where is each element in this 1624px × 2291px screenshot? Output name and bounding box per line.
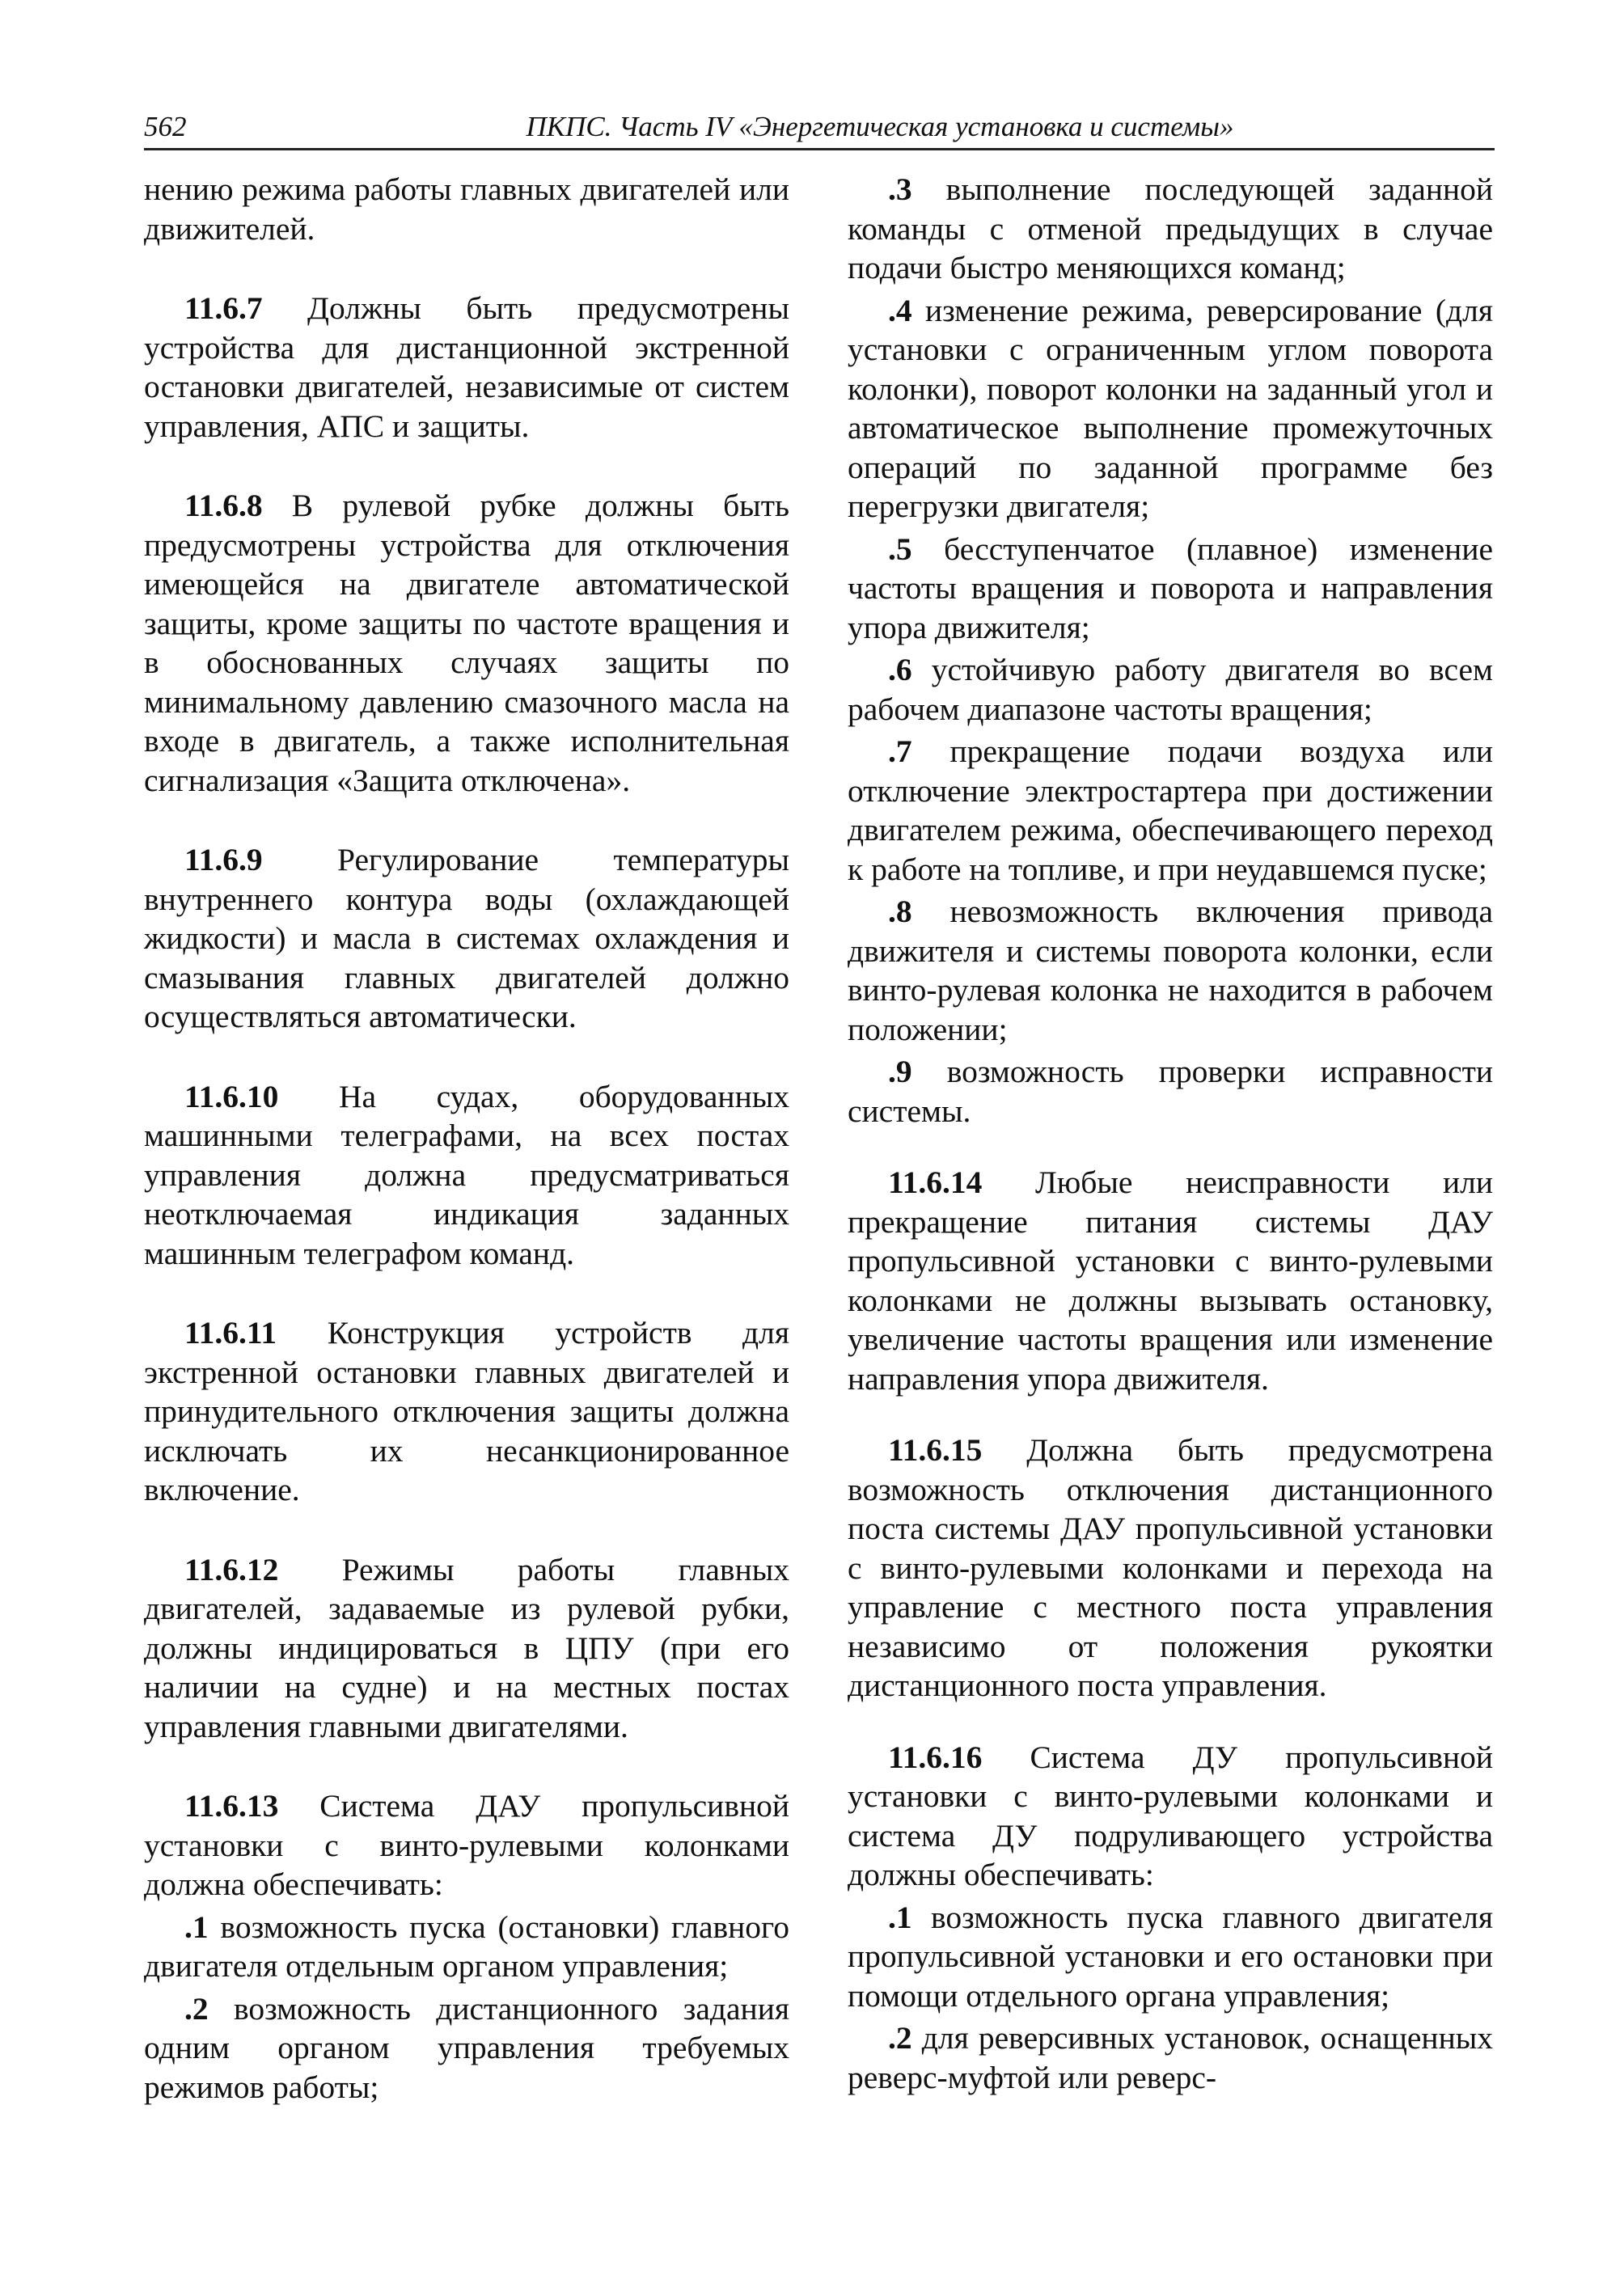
list-item	[848, 1052, 1493, 1131]
list-item	[848, 530, 1493, 648]
section-11-6-12	[144, 1550, 789, 1747]
item-number: .9	[888, 1054, 912, 1089]
item-number: .1	[888, 1899, 912, 1935]
section-text: Режимы работы главных двигателей, задаваемые из рулевой рубки, должны индицироваться в ЦПУ (при его наличии на судне) и на местных постах управления главными двигателями.	[144, 1551, 789, 1744]
item-text: выполнение последующей заданной команды с отменой предыдущих в случае подачи быстро меняющихся команд;	[848, 171, 1493, 285]
item-text: возможность проверки исправности системы.	[848, 1054, 1493, 1129]
item-number: .2	[888, 2020, 912, 2056]
item-text: возможность пуска главного двигателя пропульсивной установки и его остановки при помощи отдельного органа управления;	[848, 1899, 1493, 2014]
item-number: .8	[888, 894, 912, 929]
section-11-6-8	[144, 486, 789, 800]
list-item	[848, 732, 1493, 889]
section-11-6-14	[848, 1163, 1493, 1398]
section-number: 11.6.8	[184, 488, 263, 523]
section-text: В рулевой рубке должны быть предусмотрены устройства для отключения имеющейся на двигателе автоматической защиты, кроме защиты по частоте вращения и в обоснованных случаях защиты по минимальному давлению смазочного масла на входе в двигатель, а также исполнительная сигнализация «Защита отключена».	[144, 488, 789, 798]
item-text: возможность пуска (остановки) главного двигателя отдельным органом управления;	[144, 1908, 789, 1984]
item-text: изменение режима, реверсирование (для установки с ограниченным углом поворота колонки), поворот колонки на заданный угол и автоматическое выполнение промежуточных операций по заданной программе без перегрузки двигателя;	[848, 292, 1493, 524]
section-number: 11.6.7	[184, 290, 263, 326]
section-11-6-11	[144, 1313, 789, 1510]
section-number: 11.6.10	[184, 1078, 279, 1114]
section-text: Система ДУ пропульсивной установки с винто-рулевыми колонками и система ДУ подруливающего устройства должны обеспечивать:	[848, 1739, 1493, 1892]
section-text: Конструкция устройств для экстренной остановки главных двигателей и принудительного отключения защиты должна исключать их несанкционированное включение.	[144, 1315, 789, 1507]
section-11-6-13	[144, 1786, 789, 1904]
section-number: 11.6.13	[184, 1788, 279, 1824]
list-item	[848, 170, 1493, 288]
section-number: 11.6.15	[888, 1432, 983, 1468]
continued-paragraph: нению режима работы главных двигателей или движителей.	[144, 171, 789, 247]
section-11-6-10	[144, 1077, 789, 1274]
item-number: .6	[888, 652, 912, 687]
list-item	[848, 892, 1493, 1049]
list-item	[848, 291, 1493, 526]
section-text: Любые неисправности или прекращение питания системы ДАУ пропульсивной установки с винто-рулевыми колонками не должны вызывать остановку, увеличение частоты вращения или изменение направления упора движителя.	[848, 1165, 1493, 1397]
section-11-6-16	[848, 1738, 1493, 1895]
item-text: прекращение подачи воздуха или отключение электростартера при достижении двигателем режима, обеспечивающего переход к работе на топливе, и при неудавшемся пуске;	[848, 733, 1493, 887]
left-column	[144, 170, 789, 2107]
item-number: .3	[888, 171, 912, 207]
section-number: 11.6.9	[184, 842, 263, 877]
section-number: 11.6.14	[888, 1165, 983, 1200]
section-text: Должна быть предусмотрена возможность отключения дистанционного поста системы ДАУ пропульсивной установки с винто-рулевыми колонками и перехода на управление с местного поста управления независимо от положения рукоятки дистанционного поста управления.	[848, 1432, 1493, 1703]
item-text: устойчивую работу двигателя во всем рабочем диапазоне частоты вращения;	[848, 652, 1493, 727]
list-item	[848, 650, 1493, 729]
right-column	[848, 170, 1493, 2097]
item-number: .4	[888, 292, 912, 328]
item-number: .2	[184, 1990, 209, 2027]
section-text: Система ДАУ пропульсивной установки с винто-рулевыми колонками должна обеспечивать:	[144, 1788, 789, 1902]
section-text: Регулирование температуры внутреннего контура воды (охлаждающей жидкости) и масла в системах охлаждения и смазывания главных двигателей должно осуществляться автоматически.	[144, 842, 789, 1034]
page-header	[144, 106, 1495, 150]
item-text: возможность дистанционного задания одним органом управления требуемых режимов работы;	[144, 1990, 789, 2105]
list-item	[848, 2018, 1493, 2097]
item-text: бесступенчатое (плавное) изменение частоты вращения и поворота и направления упора движителя;	[848, 530, 1493, 645]
item-text: для реверсивных установок, оснащенных реверс-муфтой или реверс-	[848, 2020, 1493, 2095]
section-number: 11.6.12	[184, 1551, 279, 1587]
item-number: .5	[888, 530, 912, 567]
running-title: ПКПС. Часть IV «Энергетическая установка и системы»	[526, 111, 1234, 142]
item-text: невозможность включения привода движителя и системы поворота колонки, если винто-рулевая колонка не находится в рабочем положении;	[848, 894, 1493, 1047]
section-11-6-7	[144, 289, 789, 446]
section-text: Должны быть предусмотрены устройства для дистанционной экстренной остановки двигателей, независимые от систем управления, АПС и защиты.	[144, 290, 789, 444]
section-11-6-9	[144, 840, 789, 1037]
section-number: 11.6.16	[888, 1739, 983, 1775]
page-number: 562	[144, 111, 187, 142]
section-number: 11.6.11	[184, 1315, 277, 1351]
item-number: .7	[888, 733, 912, 769]
section-text: На судах, оборудованных машинными телеграфами, на всех постах управления должна предусматриваться неотключаемая индикация заданных машинным телеграфом команд.	[144, 1078, 789, 1271]
item-number: .1	[184, 1908, 209, 1945]
list-item	[144, 1989, 789, 2107]
list-item	[848, 1898, 1493, 2016]
section-11-6-15	[848, 1431, 1493, 1706]
list-item	[144, 1908, 789, 1986]
